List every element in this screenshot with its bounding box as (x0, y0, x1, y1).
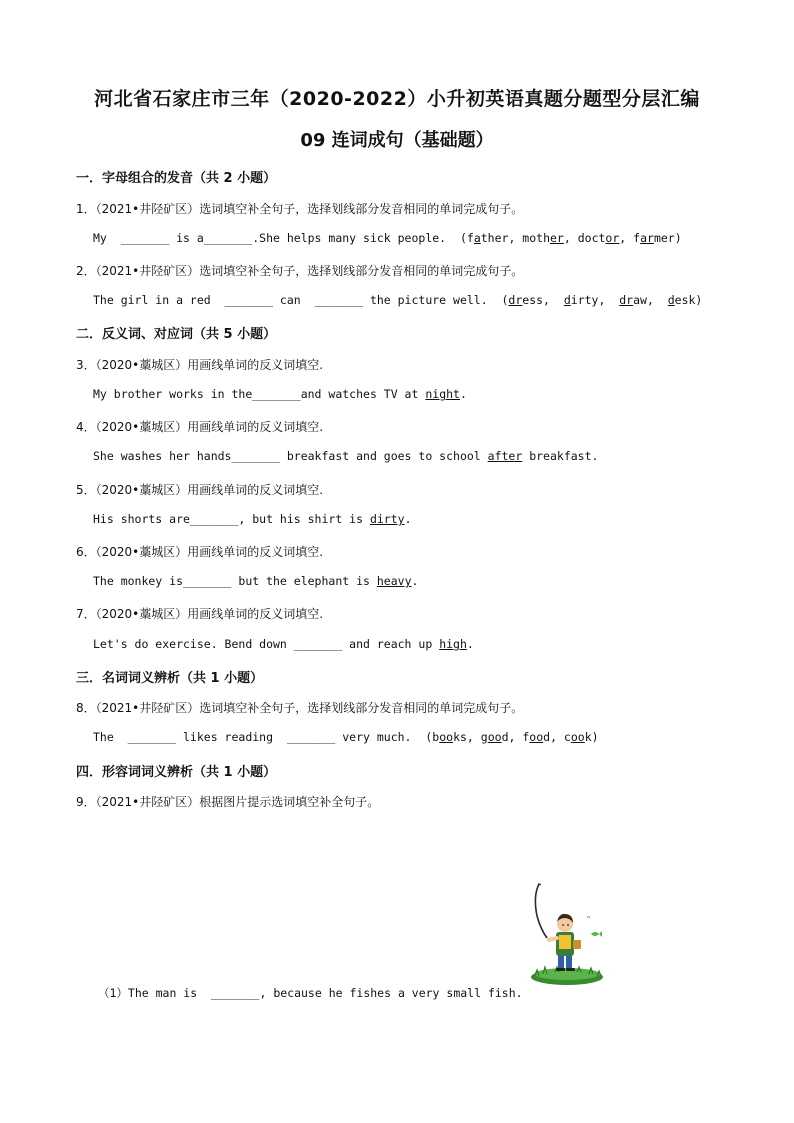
question-9-subquestion-1: （1）The man is _______, because he fishes a very small fish. (98, 986, 523, 1000)
question-4-prompt: 4．（2020•藁城区）用画线单词的反义词填空. (76, 420, 324, 434)
page-subtitle: 09 连词成句（基础题） (300, 130, 494, 151)
section-heading-4: 四．形容词词义辨析（共 1 小题） (76, 765, 277, 780)
section-heading-2: 二．反义词、对应词（共 5 小题） (76, 327, 277, 342)
question-5-prompt: 5．（2020•藁城区）用画线单词的反义词填空. (76, 483, 324, 497)
boy-fishing-illustration (525, 882, 615, 994)
section-heading-1: 一．字母组合的发音（共 2 小题） (76, 171, 277, 186)
question-9-prompt: 9．（2021•井陉矿区）根据图片提示选词填空补全句子。 (76, 795, 380, 809)
question-8-prompt: 8．（2021•井陉矿区）选词填空补全句子，选择划线部分发音相同的单词完成句子。 (76, 701, 524, 715)
question-1-prompt: 1．（2021•井陉矿区）选词填空补全句子，选择划线部分发音相同的单词完成句子。 (76, 202, 524, 216)
question-2-prompt: 2．（2021•井陉矿区）选词填空补全句子，选择划线部分发音相同的单词完成句子。 (76, 264, 524, 278)
question-8-sentence: The _______ likes reading _______ very much. (books, good, food, cook) (93, 730, 599, 744)
question-1-sentence: My _______ is a_______.She helps many sick people. (father, mother, doctor, farmer) (93, 231, 682, 245)
question-6-prompt: 6．（2020•藁城区）用画线单词的反义词填空. (76, 545, 324, 559)
question-5-sentence: His shorts are_______, but his shirt is dirty. (93, 512, 412, 526)
question-3-sentence: My brother works in the_______and watches TV at night. (93, 387, 467, 401)
question-2-sentence: The girl in a red _______ can _______ the picture well. (dress, dirty, draw, desk) (93, 293, 703, 307)
page-title: 河北省石家庄市三年（2020-2022）小升初英语真题分题型分层汇编 (94, 88, 700, 110)
question-3-prompt: 3．（2020•藁城区）用画线单词的反义词填空. (76, 358, 324, 372)
question-7-sentence: Let's do exercise. Bend down _______ and reach up high. (93, 637, 474, 651)
question-4-sentence: She washes her hands_______ breakfast and goes to school after breakfast. (93, 449, 599, 463)
question-6-sentence: The monkey is_______ but the elephant is heavy. (93, 574, 419, 588)
question-7-prompt: 7．（2020•藁城区）用画线单词的反义词填空. (76, 607, 324, 621)
section-heading-3: 三．名词词义辨析（共 1 小题） (76, 671, 264, 686)
